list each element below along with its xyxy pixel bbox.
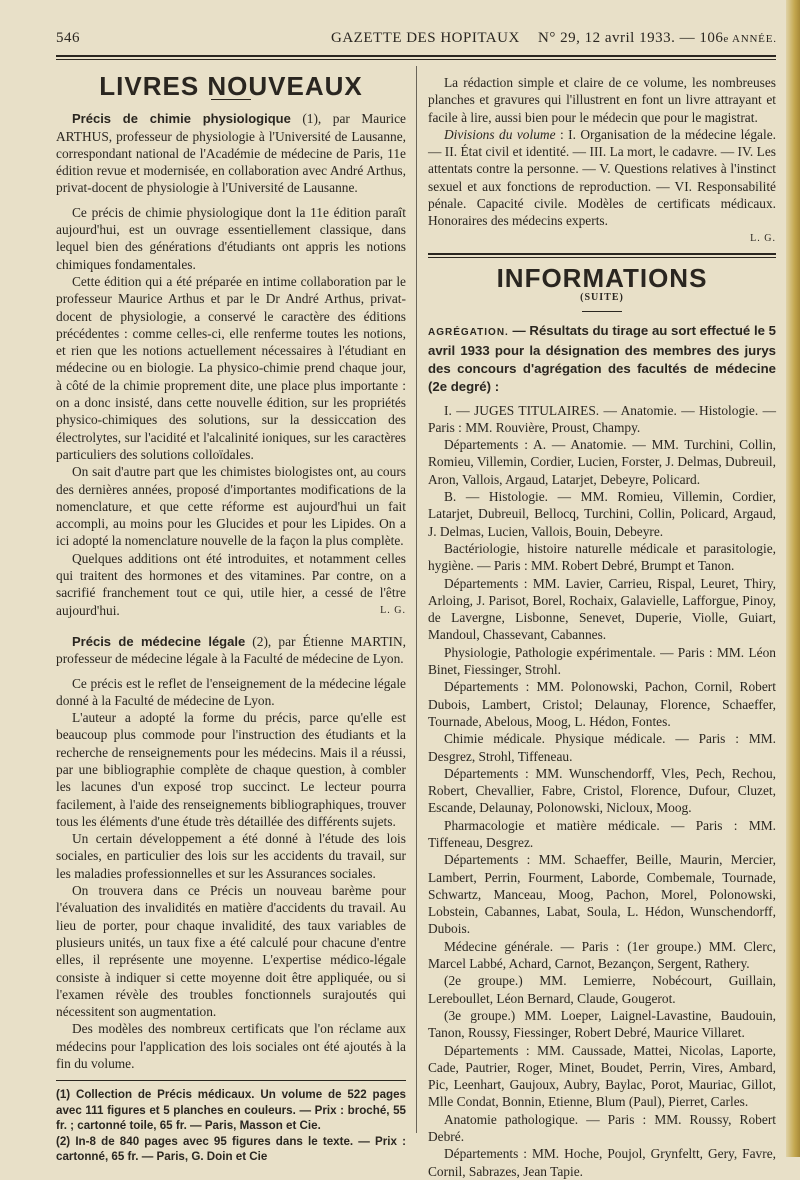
section-rule-thin	[428, 257, 776, 258]
review2-signature: L. G.	[750, 232, 776, 244]
agregation-lead	[428, 322, 776, 396]
agregation-lead-text: — Résultats du tirage au sort effectué le 5 avril 1933 pour la désignation des membres des jurys des concours d'agrégation des facultés de médecine (2e degré) :	[428, 322, 776, 394]
left-column	[56, 71, 406, 1165]
jury-paragraph: Chimie médicale. Physique médicale. — Paris : MM. Desgrez, Strohl, Tiffeneau.	[428, 731, 776, 764]
section-title-livres: LIVRES NOUVEAUX	[99, 71, 363, 101]
right-column	[428, 74, 776, 1180]
review2-continuation: La rédaction simple et claire de ce volume, les nombreuses planches et gravures qui l'illustrent en font un livre attrayant et facile à lire, aussi bien pour le médecin que pour le magistrat.	[428, 75, 776, 125]
section-title-informations: INFORMATIONS	[496, 262, 708, 293]
review2-title: Précis de médecine légale	[72, 633, 246, 649]
review1-paragraph-text: Quelques additions ont été introduites, et notamment celles qui traitent des hormones et des vitamines. Par contre, on a sacrifié franchement tout ce qui, utile hier, a cessé de l'être aujourd'hui.	[56, 550, 406, 618]
jury-paragraph: Départements : MM. Wunschendorff, Vles, Pech, Rechou, Robert, Chevallier, Fabre, Cristol, Florence, Dufour, Cluzet, Escande, Delaunay, Polonowski, Nicloux, Moog.	[428, 765, 776, 816]
issue-date: N° 29, 12 avril 1933. — 106	[538, 30, 724, 46]
header-rule	[56, 55, 776, 57]
jury-paragraph: Départements : MM. Caussade, Mattei, Nicolas, Laporte, Cade, Pautrier, Roger, Minet, Boudet, Perrin, Vires, Ambard, Pic, Leenhart, Gaujoux, Aubry, Baylac, Porot, Mauriac, Gillot, Mlle Condat, Bonnin, Etienne, Blum (Paul), Pierret, Carles.	[428, 1042, 776, 1110]
review2-intro-text: (2), par Étienne MARTIN, professeur de médecine légale à la Faculté de médecine de Lyon.	[56, 633, 406, 667]
jury-paragraph: Départements : A. — Anatomie. — MM. Turchini, Collin, Romieu, Villemin, Cordier, Lucien, Forster, J. Delmas, Dubreuil, Aron, Vallois, Argaud, Latarjet, Debeyre, Policard.	[428, 437, 776, 487]
jury-paragraph: B. — Histologie. — MM. Romieu, Villemin, Cordier, Latarjet, Dubreuil, Bellocq, Turchini, Collin, Policard, Argaud, J. Delmas, Lucien, Vallois, Bouin, Debeyre.	[428, 489, 776, 539]
divisions-label: Divisions du volume	[444, 126, 556, 142]
running-head	[0, 30, 800, 52]
jury-paragraph: Bactériologie, histoire naturelle médicale et parasitologie, hygiène. — Paris : MM. Robert Debré, Brumpt et Tanon.	[428, 540, 776, 574]
binding-edge	[786, 0, 800, 1157]
jury-paragraph: (2e groupe.) MM. Lemierre, Nobécourt, Guillain, Lereboullet, Léon Bernard, Claude, Gougerot.	[428, 973, 776, 1006]
review2-paragraph: On trouvera dans ce Précis un nouveau barème pour l'évaluation des invalidités en matière d'accidents du travail. Au lieu de porter, pour chaque invalidité, des taux variables de plusieurs unités, un taux fixe a été calculé pour chacune d'entre elles, il représente une moyenne. L'expertise médico-légale consiste à indiquer si cette moyenne doit être appliquée, ou si l'examen révèle des troubles fonctionnels surajoutés qui nécessitent son augmentation.	[56, 883, 406, 1020]
review1-signature: L. G.	[380, 604, 406, 616]
jury-paragraph: Pharmacologie et matière médicale. — Paris : MM. Tiffeneau, Desgrez.	[428, 817, 776, 850]
review2-intro	[56, 633, 406, 668]
title-rule	[582, 311, 622, 312]
footnote-1: (1) Collection de Précis médicaux. Un volume de 522 pages avec 111 figures et 5 planches en couleurs. — Prix : broché, 55 fr. ; cartonné toile, 65 fr. — Paris, Masson et Cie.	[56, 1088, 406, 1133]
issue-year-suffix: e ANNÉE.	[723, 33, 777, 45]
review1-intro-text: (1), par Maurice ARTHUS, professeur de physiologie à l'Université de Lausanne, correspondant national de l'Académie de médecine de Paris, 11e édition revue et modernisée, en collaboration avec André Arthus, privat-docent de physiologie à l'Université de Lausanne.	[56, 111, 406, 196]
jury-paragraph: Départements : MM. Polonowski, Pachon, Cornil, Robert Dubois, Lambert, Cristol; Delaunay, Florence, Schaeffer, Tournade, Abelous, Moog, L. Hédon, Fontes.	[428, 679, 776, 729]
review2-paragraph: Des modèles des nombreux certificats que l'on réclame aux médecins pour l'application des lois sociales ont été ajoutés à la fin du volume.	[56, 1021, 406, 1072]
section-rule	[428, 253, 776, 255]
jury-paragraph: Départements : MM. Lavier, Carrieu, Rispal, Leuret, Thiry, Arloing, J. Parisot, Borel, Rochaix, Galavielle, Lafforgue, Pinoy, de Lavergne, Lisbonne, Senevet, Duperie, Violle, Guiart, Mandoul, Chassevant, Cabannes.	[428, 575, 776, 643]
review2-paragraph: Un certain développement a été donné à l'étude des lois sociales, en particulier des lois sur les accidents du travail, sur les maladies professionnelles et sur les Assurances sociales.	[56, 831, 406, 881]
section-subtitle: (SUITE)	[580, 292, 624, 304]
issue-info	[538, 30, 777, 47]
review1-paragraph: On sait d'autre part que les chimistes biologistes ont, au cours des dernières années, proposé d'importantes modifications de la nomenclature, et que cette réforme est aujourd'hui un fait accompli, au moins pour les Glucides et pour les Lipides. On a ici adopté la nomenclature nouvelle de la façon la plus complète.	[56, 464, 406, 549]
divisions-paragraph	[428, 126, 776, 230]
review2-paragraph: L'auteur a adopté la forme du précis, parce qu'elle est beaucoup plus commode pour l'instruction des étudiants et la recherche de renseignements pour les médecins. Mais il a réussi, par une bibliographie complète de chaque question, à combler les lacunes d'un exposé trop succinct. Le lecteur pourra facilement, à l'aide des renseignements bibliographiques, trouver tous les éléments d'une étude très détaillée des différents sujets.	[56, 710, 406, 829]
review1-paragraph	[56, 550, 406, 619]
review1-intro	[56, 110, 406, 196]
jury-paragraph: Départements : MM. Schaeffer, Beille, Maurin, Mercier, Lambert, Perrin, Fourment, Laborde, Combemale, Tournade, Schwartz, Manceau, Moog, Pachon, Morel, Polonowski, Lobstein, Cabannes, Labat, Soula, L. Hédon, Wunschendorff, Dubois.	[428, 852, 776, 937]
column-divider	[416, 66, 417, 1133]
agregation-label: AGRÉGATION.	[428, 326, 509, 338]
divisions-text: : I. Organisation de la médecine légale. — II. État civil et identité. — III. La mort, le cadavre. — IV. Les attentats contre la personne. — V. Questions relatives à l'instinct sexuel et aux fonctions de reproduction. — VI. Responsabilité pénale. Capacité civile. Modèles de certificats médicaux. Honoraires des médecins experts.	[428, 126, 776, 229]
footnote-2: (2) In-8 de 840 pages avec 95 figures dans le texte. — Prix : cartonné, 65 fr. — Paris, G. Doin et Cie	[56, 1134, 406, 1164]
jury-paragraph: Anatomie pathologique. — Paris : MM. Roussy, Robert Debré.	[428, 1111, 776, 1145]
review1-paragraph: Cette édition qui a été préparée en intime collaboration par le professeur Maurice Arthus et par le Dr André Arthus, privat-docent de physiologie, a conservé le caractère des éditions précédentes : comme celles-ci, elle renferme toutes les notions, et rien que les notions actuellement nécessaires à l'étudiant en médecine ou en biologie. La physico-chimie prend chaque jour, à côté de la chimie proprement dite, une place plus importante : on a donc insisté, dans cette nouvelle édition, sur les propriétés physico-chimiques des solutions, sur la dessiccation des électrolytes, sur l'acidité et l'alcalinité ioniques, sur les caractères particuliers des solutions colloïdales.	[56, 273, 406, 462]
jury-paragraph: Départements : MM. Hoche, Poujol, Grynfeltt, Gery, Favre, Cornil, Sabrazes, Jean Tapie.	[428, 1146, 776, 1179]
header-rule-thin	[56, 59, 776, 60]
jury-paragraph: Physiologie, Pathologie expérimentale. — Paris : MM. Léon Binet, Fiessinger, Strohl.	[428, 644, 776, 678]
review1-paragraph: Ce précis de chimie physiologique dont la 11e édition paraît aujourd'hui, est un ouvrage essentiellement classique, dans lequel bien des générations d'étudiants ont appris les notions chimiques fondamentales.	[56, 204, 406, 272]
journal-title: GAZETTE DES HOPITAUX	[331, 30, 520, 46]
footnote-rule	[56, 1080, 406, 1081]
review2-paragraph: Ce précis est le reflet de l'enseignement de la médecine légale donné à la Faculté de médecine de Lyon.	[56, 675, 406, 708]
jury-paragraph: Médecine générale. — Paris : (1er groupe.) MM. Clerc, Marcel Labbé, Achard, Carnot, Bezançon, Sergent, Rathery.	[428, 938, 776, 972]
page-number: 546	[56, 30, 80, 46]
review1-title: Précis de chimie physiologique	[72, 111, 291, 127]
jury-paragraph: (3e groupe.) MM. Loeper, Laignel-Lavastine, Baudouin, Tanon, Roussy, Fiessinger, Robert Debré, Maurice Villaret.	[428, 1007, 776, 1041]
jury-paragraph: I. — JUGES TITULAIRES. — Anatomie. — Histologie. — Paris : MM. Rouvière, Proust, Champy.	[428, 402, 776, 435]
